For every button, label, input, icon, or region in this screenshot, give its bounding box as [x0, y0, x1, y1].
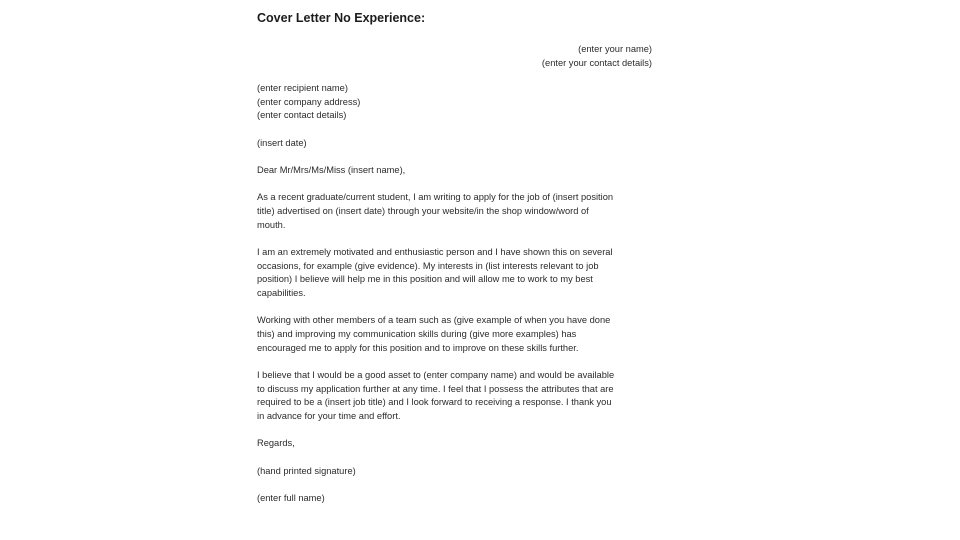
document-page [257, 10, 652, 506]
paragraph-line: required to be a (insert job title) and I look forward to receiving a response. I thank you [257, 397, 612, 408]
paragraph-line: I believe that I would be a good asset to (enter company name) and would be available [257, 369, 615, 380]
recipient-address: (enter company address) [257, 96, 361, 107]
sender-block [257, 43, 652, 70]
document-title: Cover Letter No Experience: [257, 11, 426, 25]
paragraph-line: this) and improving my communication skills during (give more examples) has [257, 329, 577, 340]
sender-name: (enter your name) [578, 44, 652, 54]
paragraph-line: in advance for your time and effort. [257, 411, 401, 422]
recipient-block [257, 82, 652, 123]
paragraph-line: to discuss my application further at any time. I feel that I possess the attributes that are [257, 383, 614, 394]
paragraph-line: mouth. [257, 219, 286, 230]
recipient-contact: (enter contact details) [257, 110, 347, 121]
signature-placeholder: (hand printed signature) [257, 465, 356, 476]
paragraph-line: Working with other members of a team such as (give example of when you have done [257, 315, 611, 326]
paragraph-motivation [257, 246, 652, 301]
paragraph-intro [257, 191, 652, 232]
paragraph-line: I am an extremely motivated and enthusiastic person and I have shown this on several [257, 247, 613, 257]
paragraph-line: As a recent graduate/current student, I am writing to apply for the job of (insert position [257, 192, 614, 203]
paragraph-line: occasions, for example (give evidence). My interests in (list interests relevant to job [257, 260, 599, 271]
recipient-name: (enter recipient name) [257, 83, 348, 93]
paragraph-line: encouraged me to apply for this position and to improve on these skills further. [257, 342, 579, 353]
paragraph-line: position) I believe will help me in this position and will allow me to work to my best [257, 274, 593, 285]
closing: Regards, [257, 438, 295, 449]
paragraph-teamwork [257, 314, 652, 355]
paragraph-closing [257, 369, 652, 424]
salutation: Dear Mr/Mrs/Ms/Miss (insert name), [257, 165, 406, 175]
paragraph-line: title) advertised on (insert date) through your website/in the shop window/word of [257, 206, 589, 217]
letter-date: (insert date) [257, 137, 307, 148]
paragraph-line: capabilities. [257, 288, 306, 299]
full-name-placeholder: (enter full name) [257, 493, 325, 504]
sender-contact: (enter your contact details) [541, 57, 652, 68]
